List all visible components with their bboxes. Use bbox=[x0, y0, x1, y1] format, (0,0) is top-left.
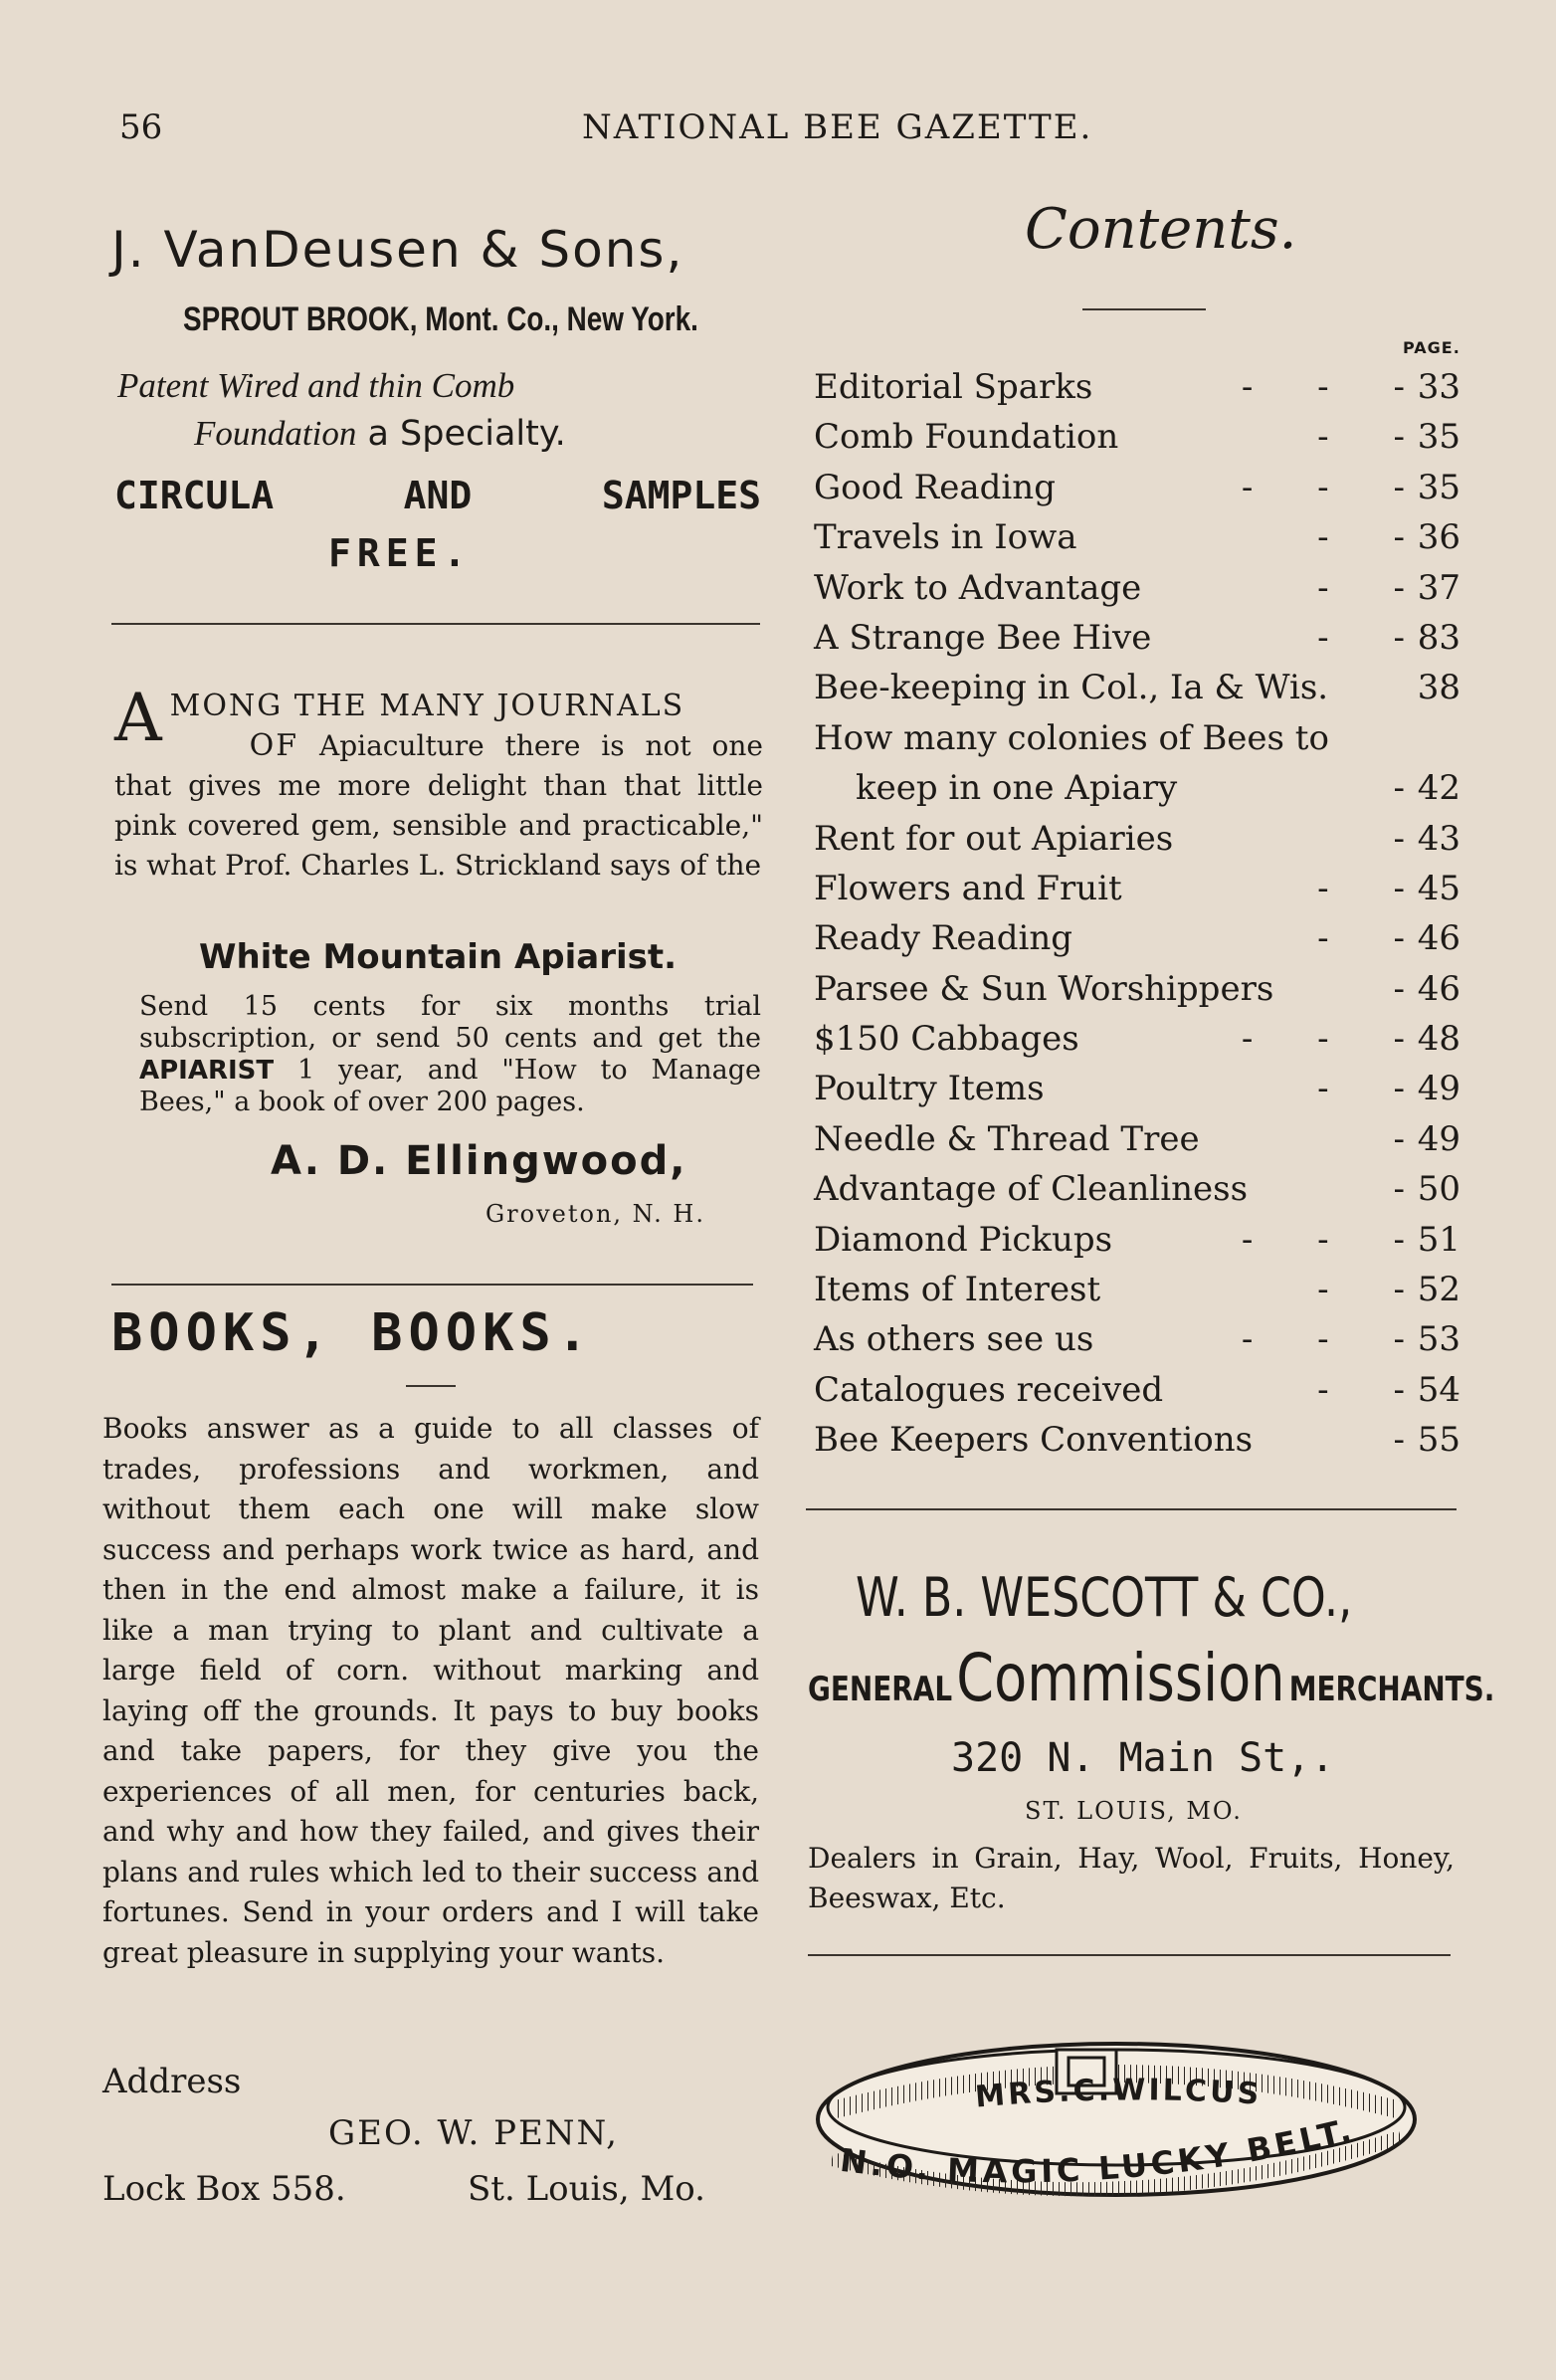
running-head: NATIONAL BEE GAZETTE. bbox=[582, 107, 1093, 147]
wescott-trade-line bbox=[808, 1640, 1494, 1716]
contents-row-leader: - bbox=[1393, 768, 1405, 809]
contents-row-leader: - - - bbox=[1241, 1019, 1405, 1060]
contents-row-page: 36 bbox=[1417, 517, 1460, 558]
contents-row bbox=[814, 964, 1460, 1014]
contents-row-leader: - - - bbox=[1241, 1219, 1405, 1260]
short-rule bbox=[406, 1385, 456, 1387]
contents-row-title: Good Reading bbox=[814, 467, 1056, 507]
contents-row-page: 50 bbox=[1417, 1169, 1460, 1210]
contents-row-page: 49 bbox=[1417, 1069, 1460, 1109]
contents-row-leader: - - - bbox=[1241, 1319, 1405, 1360]
contents-row bbox=[814, 1064, 1460, 1113]
apiarist-signature: A. D. Ellingwood, bbox=[271, 1138, 687, 1184]
contents-row bbox=[814, 814, 1460, 864]
contents-row-title: Travels in Iowa bbox=[814, 517, 1077, 558]
apiarist-heading: White Mountain Apiarist. bbox=[198, 937, 678, 977]
contents-row bbox=[814, 1265, 1460, 1314]
divider bbox=[111, 623, 760, 625]
contents-row-leader: - bbox=[1393, 1420, 1405, 1461]
contents-row-title: keep in one Apiary bbox=[856, 768, 1178, 809]
apiarist-testimonial bbox=[114, 680, 763, 886]
contents-row bbox=[814, 512, 1460, 562]
contents-row-title: Flowers and Fruit bbox=[814, 868, 1122, 908]
contents-row-leader: - - bbox=[1317, 1069, 1405, 1109]
drop-cap: A bbox=[114, 680, 162, 756]
contents-row-page: 37 bbox=[1417, 567, 1460, 608]
offer-post: 1 year, and "How to Manage Bees," a book of over 200 pages. bbox=[139, 1055, 761, 1117]
contents-row-title: Bee Keepers Conventions bbox=[814, 1420, 1254, 1461]
books-name: GEO. W. PENN, bbox=[328, 2113, 619, 2153]
contents-row-title: $150 Cabbages bbox=[814, 1019, 1079, 1060]
contents-row-title: As others see us bbox=[814, 1319, 1094, 1360]
contents-row-page: 51 bbox=[1417, 1219, 1460, 1260]
contents-row-page: 38 bbox=[1417, 668, 1460, 708]
wescott-name: W. B. WESCOTT & CO., bbox=[856, 1566, 1353, 1629]
contents-row bbox=[814, 713, 1460, 763]
offer-bold: APIARIST bbox=[139, 1056, 275, 1086]
contents-row-page: 49 bbox=[1417, 1118, 1460, 1159]
contents-row-page: 45 bbox=[1417, 868, 1460, 908]
belt-product-text: N.O. MAGIC LUCKY BELT. bbox=[838, 2109, 1359, 2191]
contents-title: Contents. bbox=[1025, 197, 1297, 262]
contents-row-page: 83 bbox=[1417, 617, 1460, 658]
contents-row-title: Comb Foundation bbox=[814, 417, 1119, 458]
contents-row-page: 46 bbox=[1417, 968, 1460, 1009]
vandeusen-product-line: Patent Wired and thin Comb bbox=[117, 366, 515, 405]
books-title: BOOKS, BOOKS. bbox=[111, 1303, 594, 1363]
contents-row-title: Bee-keeping in Col., Ia & Wis. bbox=[814, 668, 1329, 708]
contents-row bbox=[814, 864, 1460, 913]
contents-row-leader: - - bbox=[1317, 868, 1405, 908]
vandeusen-foundation: Foundation bbox=[194, 414, 357, 453]
wescott-merchants: MERCHANTS. bbox=[1288, 1670, 1495, 1709]
contents-row-title: Editorial Sparks bbox=[814, 367, 1093, 407]
books-city: St. Louis, Mo. bbox=[468, 2169, 705, 2209]
contents-row-page: 35 bbox=[1417, 467, 1460, 507]
contents-row-title: Ready Reading bbox=[814, 918, 1073, 959]
contents-list bbox=[814, 362, 1460, 1466]
circ-word: AND bbox=[403, 474, 473, 517]
contents-row-title: Items of Interest bbox=[814, 1270, 1101, 1310]
wescott-street: 320 N. Main St,. bbox=[951, 1735, 1335, 1781]
contents-row-leader: - bbox=[1393, 1169, 1405, 1210]
circ-word: CIRCULA bbox=[114, 474, 275, 517]
divider bbox=[111, 1284, 753, 1286]
contents-row-leader: - bbox=[1393, 968, 1405, 1009]
contents-row-page: 53 bbox=[1417, 1319, 1460, 1360]
contents-row bbox=[814, 463, 1460, 512]
contents-row-page: 33 bbox=[1417, 367, 1460, 407]
contents-row-title: Catalogues received bbox=[814, 1369, 1164, 1410]
contents-row-leader: - bbox=[1393, 818, 1405, 859]
belt-icon bbox=[808, 2020, 1425, 2219]
testimonial-body: Apiaculture there is not one that gives me more delight than that little pink covered gem, sensible and practicable," is what Prof. Charles L. Strickland says of the bbox=[114, 729, 763, 882]
vandeusen-address: SPROUT BROOK, Mont. Co., New York. bbox=[183, 300, 698, 338]
contents-row-title: Rent for out Apiaries bbox=[814, 818, 1174, 859]
contents-row bbox=[814, 563, 1460, 613]
wescott-commission: Commission bbox=[956, 1640, 1285, 1716]
contents-row-title: Poultry Items bbox=[814, 1069, 1045, 1109]
page-number: 56 bbox=[119, 107, 163, 147]
contents-row-title: Parsee & Sun Worshippers bbox=[814, 968, 1274, 1009]
contents-row-leader: - - bbox=[1317, 1270, 1405, 1310]
contents-row bbox=[814, 412, 1460, 462]
contents-row-page: 54 bbox=[1417, 1369, 1460, 1410]
contents-row bbox=[814, 1014, 1460, 1064]
testimonial-caps: MONG THE MANY JOURNALS bbox=[169, 689, 685, 723]
contents-row-page: 55 bbox=[1417, 1420, 1460, 1461]
vandeusen-specialty-line bbox=[194, 414, 566, 454]
contents-row-title: A Strange Bee Hive bbox=[814, 617, 1152, 658]
divider bbox=[808, 1954, 1451, 1956]
contents-row-leader: - - bbox=[1317, 1369, 1405, 1410]
contents-row-title: How many colonies of Bees to bbox=[814, 717, 1329, 758]
contents-row bbox=[814, 763, 1460, 813]
contents-row-title: Needle & Thread Tree bbox=[814, 1118, 1200, 1159]
contents-row-leader: - - bbox=[1317, 918, 1405, 959]
contents-row-leader: - - bbox=[1317, 567, 1405, 608]
vandeusen-free: FREE. bbox=[328, 531, 473, 575]
contents-row-page: 48 bbox=[1417, 1019, 1460, 1060]
contents-row-page: 43 bbox=[1417, 818, 1460, 859]
contents-row-leader: - bbox=[1393, 1118, 1405, 1159]
contents-row-page: 42 bbox=[1417, 768, 1460, 809]
contents-row bbox=[814, 613, 1460, 663]
contents-row-leader: - - bbox=[1317, 417, 1405, 458]
vandeusen-circular-line bbox=[114, 474, 761, 517]
offer-pre: Send 15 cents for six months trial subscription, or send 50 cents and get the bbox=[139, 991, 761, 1054]
contents-row bbox=[814, 362, 1460, 412]
contents-row bbox=[814, 1314, 1460, 1364]
wescott-dealers: Dealers in Grain, Hay, Wool, Fruits, Honey, Beeswax, Etc. bbox=[808, 1842, 1455, 1914]
contents-row-title: Diamond Pickups bbox=[814, 1219, 1113, 1260]
contents-row bbox=[814, 913, 1460, 963]
apiarist-offer bbox=[139, 991, 761, 1118]
contents-row-leader: - - - bbox=[1241, 367, 1405, 407]
contents-row bbox=[814, 1215, 1460, 1265]
contents-row bbox=[814, 1365, 1460, 1415]
contents-row-page: 35 bbox=[1417, 417, 1460, 458]
contents-row-page: 52 bbox=[1417, 1270, 1460, 1310]
divider bbox=[806, 1508, 1457, 1510]
wescott-general: GENERAL bbox=[808, 1670, 953, 1709]
contents-row-page: 46 bbox=[1417, 918, 1460, 959]
page-column-label: PAGE. bbox=[1403, 338, 1460, 357]
contents-row-leader: - - - bbox=[1241, 467, 1405, 507]
circ-word: SAMPLES bbox=[601, 474, 761, 517]
belt-maker-text: MRS.C.WILCUS bbox=[973, 2073, 1264, 2115]
apiarist-place: Groveton, N. H. bbox=[486, 1200, 705, 1228]
magic-belt-illustration bbox=[808, 2020, 1425, 2223]
short-rule bbox=[1082, 308, 1206, 310]
contents-row bbox=[814, 1114, 1460, 1164]
contents-row-title: Advantage of Cleanliness bbox=[814, 1169, 1249, 1210]
books-address-label: Address bbox=[102, 2062, 242, 2101]
contents-row bbox=[814, 1415, 1460, 1465]
contents-row bbox=[814, 663, 1460, 712]
testimonial-caps-2: OF bbox=[249, 728, 299, 763]
books-body: Books answer as a guide to all classes of trades, professions and workmen, and without them each one will make slow success and perhaps work twice as hard, and then in the end almost make a failure, it is like a man trying to plant and cultivate a large field of corn. without marking and laying off the grounds. It pays to buy books and take papers, for they give you the experiences of all men, for centuries back, and why and how they failed, and gives their plans and rules which led to their success and fortunes. Send in your orders and I will take great pleasure in supplying your wants. bbox=[102, 1412, 759, 1969]
contents-row-title: Work to Advantage bbox=[814, 567, 1142, 608]
contents-row-leader: - - bbox=[1317, 517, 1405, 558]
contents-row bbox=[814, 1164, 1460, 1214]
vandeusen-specialty: a Specialty. bbox=[356, 414, 566, 454]
wescott-city: ST. LOUIS, MO. bbox=[1025, 1797, 1243, 1825]
vandeusen-name: J. VanDeusen & Sons, bbox=[111, 221, 684, 279]
contents-row-leader: - - bbox=[1317, 617, 1405, 658]
books-lockbox: Lock Box 558. bbox=[102, 2169, 346, 2209]
